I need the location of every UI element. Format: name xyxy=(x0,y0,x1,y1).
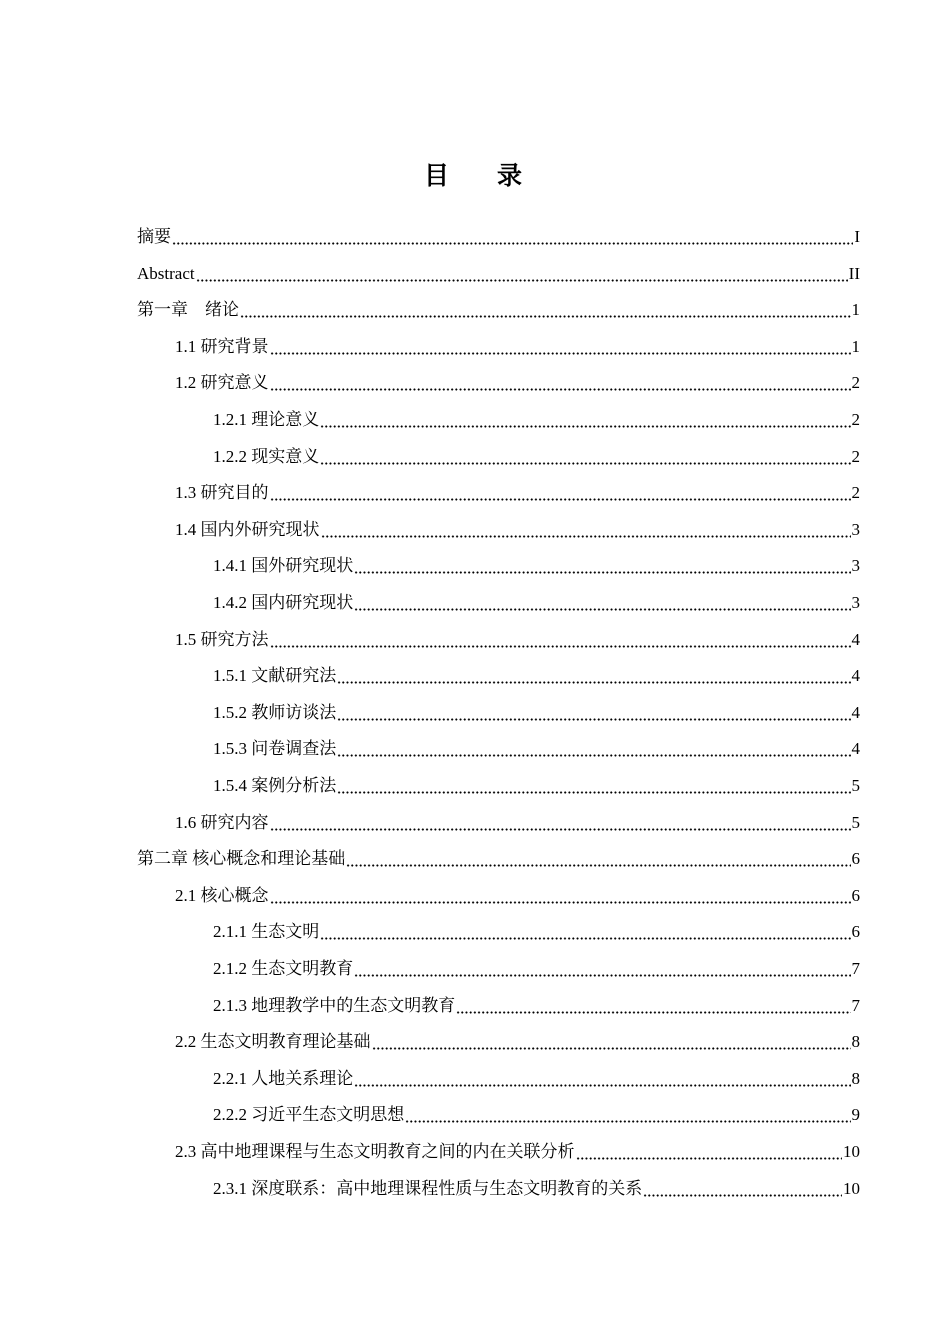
toc-entry[interactable] xyxy=(0,578,860,614)
toc-leader-dots xyxy=(196,279,848,282)
toc-leader-dots xyxy=(320,462,850,465)
toc-leader-dots xyxy=(337,754,850,757)
toc-entry[interactable] xyxy=(0,358,860,394)
toc-entry[interactable] xyxy=(0,285,860,321)
toc-entry-page-number: 7 xyxy=(851,995,860,1015)
toc-entry-page-number: 8 xyxy=(851,1032,860,1052)
toc-entry[interactable] xyxy=(0,1017,860,1053)
page-title-char-2: 录 xyxy=(497,161,527,190)
toc-entry-label: 2.2.1 人地关系理论 xyxy=(213,1068,354,1088)
toc-entry-page-number: II xyxy=(848,263,860,283)
toc-entry-page-number: 10 xyxy=(843,1178,860,1198)
toc-entry-page-number: 4 xyxy=(851,666,860,686)
toc-entry[interactable] xyxy=(0,761,860,797)
toc-leader-dots xyxy=(405,1120,850,1123)
toc-entry-label: 1.5.3 问卷调查法 xyxy=(213,739,337,759)
toc-entry-label: 1.2.1 理论意义 xyxy=(213,410,320,429)
toc-entry-page-number: 4 xyxy=(851,629,860,649)
toc-entry[interactable] xyxy=(0,798,860,834)
toc-leader-dots xyxy=(354,1084,850,1087)
toc-entry-page-number: 6 xyxy=(851,922,860,942)
toc-entry-page-number: I xyxy=(854,227,860,246)
toc-entry-page-number: 6 xyxy=(851,849,860,869)
toc-entry-page-number: 3 xyxy=(851,556,860,576)
toc-entry[interactable] xyxy=(0,541,860,577)
toc-entry-label: 1.2 研究意义 xyxy=(175,373,269,393)
toc-leader-dots xyxy=(456,1011,850,1014)
toc-entry-page-number: 1 xyxy=(851,300,860,320)
toc-entry-page-number: 5 xyxy=(851,776,860,795)
toc-entry-label: 第二章 核心概念和理论基础 xyxy=(137,849,346,869)
toc-entry[interactable] xyxy=(0,1164,860,1200)
toc-leader-dots xyxy=(270,498,851,501)
toc-entry-label: 摘要 xyxy=(137,227,171,246)
toc-leader-dots xyxy=(270,388,851,391)
toc-entry[interactable] xyxy=(0,468,860,504)
toc-leader-dots xyxy=(354,974,850,977)
toc-entry-label: 2.1.1 生态文明 xyxy=(213,922,320,942)
toc-entry-label: 第一章 绪论 xyxy=(137,300,239,320)
toc-entry-label: 2.2 生态文明教育理论基础 xyxy=(175,1032,371,1052)
toc-leader-dots xyxy=(320,937,850,940)
toc-leader-dots xyxy=(270,901,851,904)
toc-leader-dots xyxy=(354,571,850,574)
toc-entry[interactable] xyxy=(0,505,860,541)
toc-entry[interactable] xyxy=(0,212,860,248)
toc-entry-label: 1.3 研究目的 xyxy=(175,483,269,503)
toc-entry-page-number: 5 xyxy=(851,812,860,832)
toc-entry-label: 2.1 核心概念 xyxy=(175,885,269,905)
toc-entry-label: 2.3.1 深度联系：高中地理课程性质与生态文明教育的关系 xyxy=(213,1178,643,1198)
toc-entry-label: 1.5 研究方法 xyxy=(175,629,269,649)
toc-entry-label: 1.5.1 文献研究法 xyxy=(213,666,337,686)
toc-entry-label: 1.4.2 国内研究现状 xyxy=(213,593,354,612)
toc-entry-page-number: 6 xyxy=(851,885,860,905)
toc-entry[interactable] xyxy=(0,249,860,285)
page-title-char-1: 目 xyxy=(423,161,453,190)
toc-entry-page-number: 3 xyxy=(851,593,860,612)
toc-entry[interactable] xyxy=(0,322,860,358)
toc-entry-label: 1.5.2 教师访谈法 xyxy=(213,702,337,722)
toc-entry-page-number: 2 xyxy=(851,483,860,503)
toc-entry[interactable] xyxy=(0,395,860,431)
toc-entry-label: 2.3 高中地理课程与生态文明教育之间的内在关联分析 xyxy=(175,1142,575,1161)
toc-entry-label: 2.1.2 生态文明教育 xyxy=(213,959,354,978)
toc-entry[interactable] xyxy=(0,724,860,760)
toc-leader-dots xyxy=(321,535,851,538)
toc-entry-label: 1.5.4 案例分析法 xyxy=(213,776,337,795)
toc-leader-dots xyxy=(372,1047,851,1050)
page-title xyxy=(0,156,950,192)
toc-entry[interactable] xyxy=(0,651,860,687)
toc-leader-dots xyxy=(576,1157,843,1160)
toc-leader-dots xyxy=(337,718,850,721)
toc-entry[interactable] xyxy=(0,871,860,907)
toc-leader-dots xyxy=(337,681,850,684)
toc-entry[interactable] xyxy=(0,1054,860,1090)
toc-entry-label: 1.4 国内外研究现状 xyxy=(175,519,320,539)
toc-entry-page-number: 2 xyxy=(851,446,860,466)
toc-entry-page-number: 2 xyxy=(851,410,860,429)
toc-leader-dots xyxy=(320,425,850,428)
toc-leader-dots xyxy=(346,864,850,867)
toc-entry-page-number: 1 xyxy=(851,336,860,356)
toc-entry-page-number: 10 xyxy=(843,1142,860,1161)
toc-entry-page-number: 8 xyxy=(851,1068,860,1088)
toc-leader-dots xyxy=(337,791,850,794)
toc-entry-label: 1.1 研究背景 xyxy=(175,336,269,356)
toc-entry-page-number: 2 xyxy=(851,373,860,393)
toc-leader-dots xyxy=(354,608,850,611)
toc-entry-label: 2.2.2 习近平生态文明思想 xyxy=(213,1105,405,1125)
toc-entry-page-number: 3 xyxy=(851,519,860,539)
toc-entry-label: 1.4.1 国外研究现状 xyxy=(213,556,354,576)
toc-entry-label: 2.1.3 地理教学中的生态文明教育 xyxy=(213,995,456,1015)
toc-entry-label: 1.2.2 现实意义 xyxy=(213,446,320,466)
toc-entry-label: 1.6 研究内容 xyxy=(175,812,269,832)
toc-entry-page-number: 7 xyxy=(851,959,860,978)
toc-entry[interactable] xyxy=(0,834,860,870)
toc-entry[interactable] xyxy=(0,981,860,1017)
toc-entry[interactable] xyxy=(0,1127,860,1163)
toc-leader-dots xyxy=(643,1194,842,1197)
toc-leader-dots xyxy=(270,828,851,831)
toc-entry-label: Abstract xyxy=(137,263,195,283)
toc-entry[interactable] xyxy=(0,432,860,468)
toc-leader-dots xyxy=(270,645,851,648)
toc-entry[interactable] xyxy=(0,615,860,651)
toc-entry[interactable] xyxy=(0,907,860,943)
toc-entry-page-number: 9 xyxy=(851,1105,860,1125)
toc-leader-dots xyxy=(172,242,853,245)
toc-entry[interactable] xyxy=(0,944,860,980)
toc-leader-dots xyxy=(240,315,851,318)
toc-entry[interactable] xyxy=(0,688,860,724)
toc-entry-page-number: 4 xyxy=(851,739,860,759)
toc-entry-page-number: 4 xyxy=(851,702,860,722)
toc-entry[interactable] xyxy=(0,1090,860,1126)
toc-leader-dots xyxy=(270,352,851,355)
